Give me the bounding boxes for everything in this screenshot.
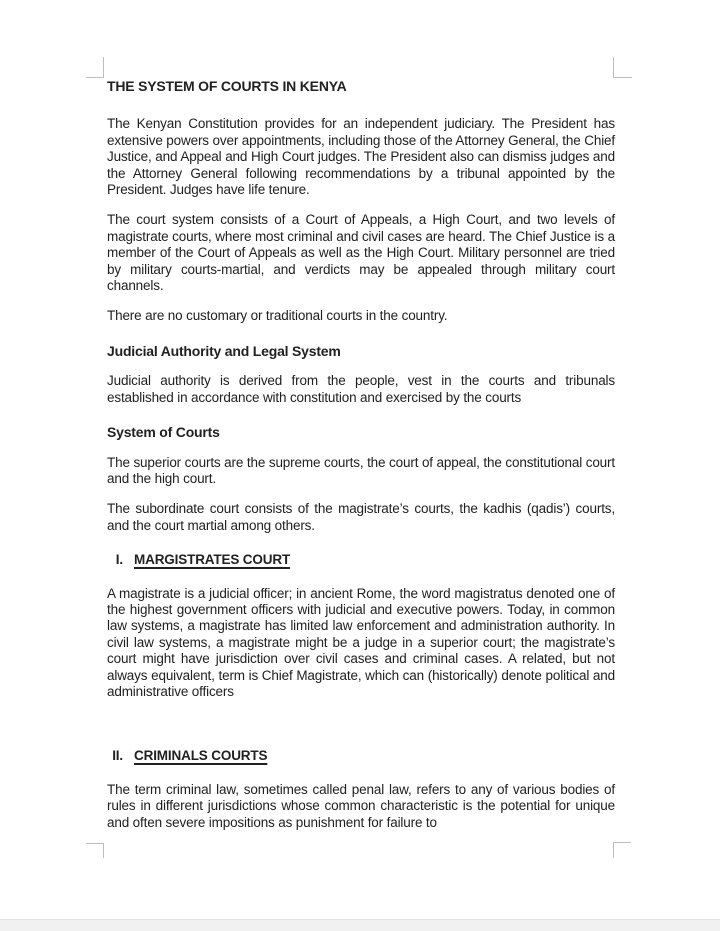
superior-courts-paragraph: The superior courts are the supreme courts, the court of appeal, the constitutional court and the high court. [107, 454, 615, 486]
magistrate-definition-paragraph: A magistrate is a judicial officer; in ancient Rome, the word magistratus denoted one of the highest government officers with judicial and executive powers. Today, in common law systems, a magistrate has limited law enforcement and administration authority. In civil law systems, a magistrate might be a judge in a superior court; the magistrate’s court might have jurisdiction over civil cases and criminal cases. A related, but not always equivalent, term is Chief Magistrate, which can (historically) denote political and administrative officers [107, 585, 615, 699]
magistrates-court-list-label: MARGISTRATES COURT [134, 552, 291, 568]
judicial-authority-paragraph: Judicial authority is derived from the people, vest in the courts and tribunals established in accordance with constitution and exercised by the courts [107, 373, 615, 405]
document-content [107, 0, 615, 845]
judicial-authority-heading: Judicial Authority and Legal System [107, 342, 341, 359]
document-title: THE SYSTEM OF COURTS IN KENYA [107, 78, 347, 94]
list-numeral-two: II. [112, 748, 123, 764]
magistrates-court-list-item [107, 552, 615, 568]
intro-judiciary-paragraph: The Kenyan Constitution provides for an independent judiciary. The President has extensive powers over appointments, including those of the Attorney General, the Chief Justice, and Appeal and High Court judges. The President also can dismiss judges and the Attorney General following recommendations by a tribunal appointed by the President. Judges have life tenure. [107, 116, 615, 198]
criminal-courts-list-label: CRIMINALS COURTS [134, 748, 268, 764]
criminal-courts-list-item [107, 748, 615, 764]
crop-mark-bottom-left [86, 843, 104, 858]
customary-courts-paragraph: There are no customary or traditional courts in the country. [107, 308, 448, 324]
crop-mark-bottom-right [613, 842, 631, 858]
page-bottom-edge-strip [0, 919, 720, 931]
crop-mark-top-left [86, 57, 104, 78]
subordinate-courts-paragraph: The subordinate court consists of the magistrate’s courts, the kadhis (qadis’) courts, and the court martial among others. [107, 501, 615, 533]
criminal-law-paragraph: The term criminal law, sometimes called penal law, refers to any of various bodies of rules in different jurisdictions whose common characteristic is the potential for unique and often severe impositions as punishment for failure to [107, 781, 615, 830]
crop-mark-top-right [613, 57, 632, 78]
system-of-courts-heading: System of Courts [107, 424, 220, 441]
court-system-paragraph: The court system consists of a Court of Appeals, a High Court, and two levels of magistrate courts, where most criminal and civil cases are heard. The Chief Justice is a member of the Court of Appeals as well as the High Court. Military personnel are tried by military courts-martial, and verdicts may be appealed through military court channels. [107, 212, 615, 294]
list-numeral-one: I. [115, 552, 123, 568]
